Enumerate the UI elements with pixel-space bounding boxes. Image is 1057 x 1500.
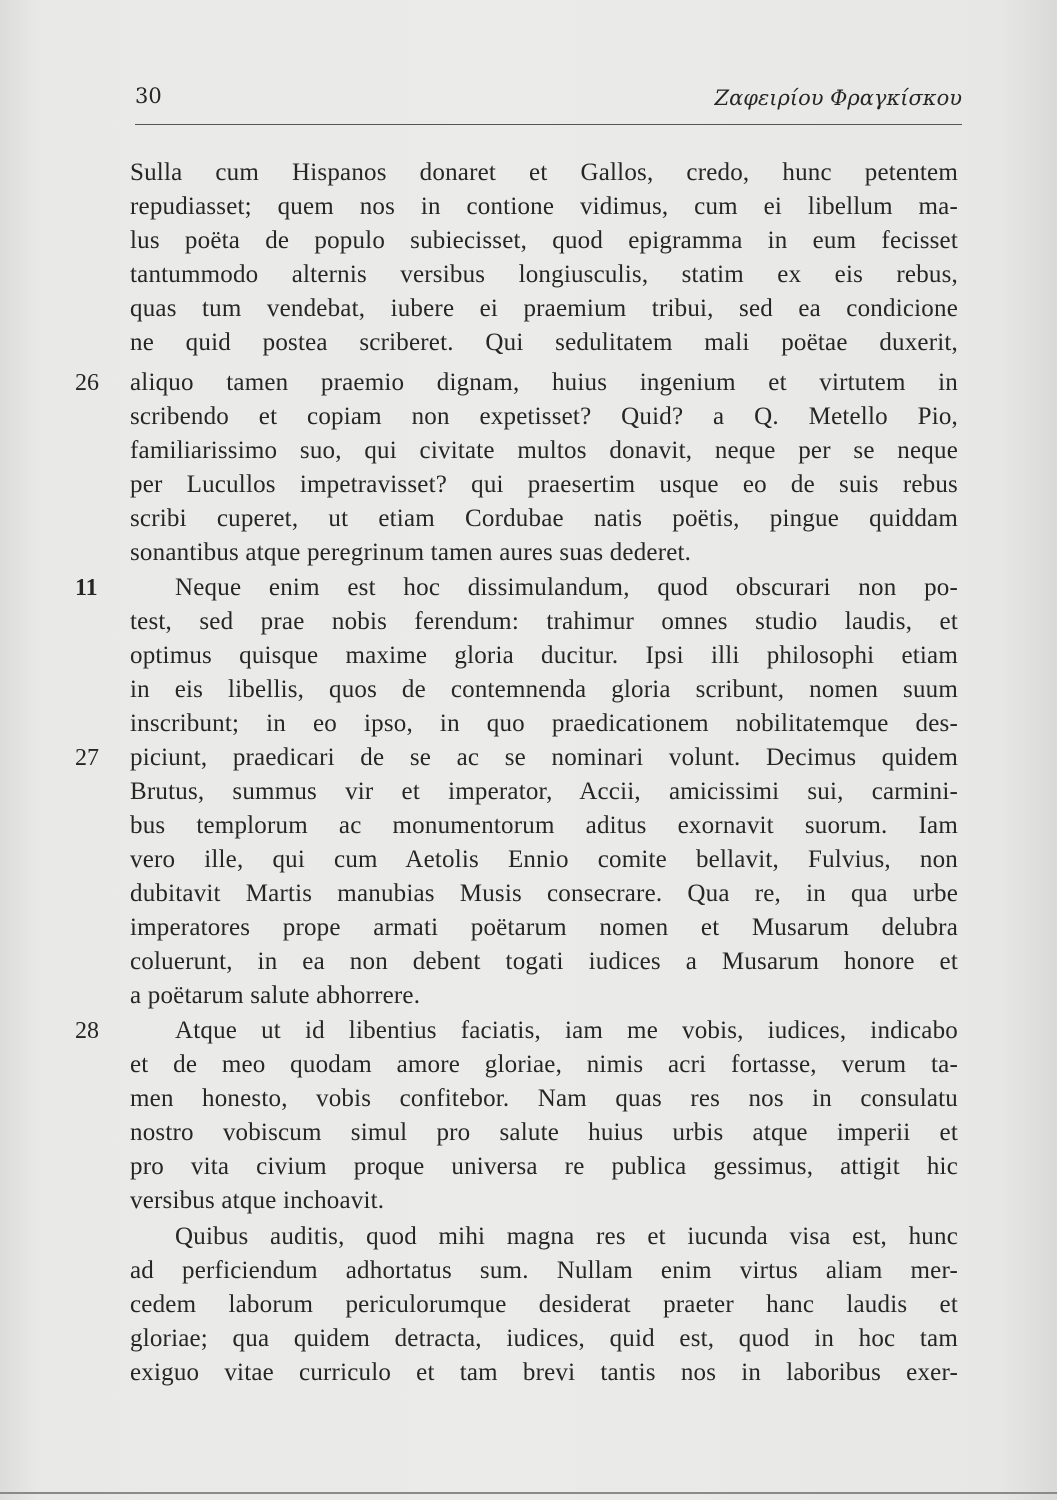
margin-number-26: 26 (75, 370, 99, 396)
text-line: imperatores prope armati poëtarum nomen et Musarum delubra (130, 914, 958, 941)
text-line: versibus atque inchoavit. (130, 1187, 385, 1214)
text-line: piciunt, praedicari de se ac se nominari volunt. Decimus quidem (130, 744, 958, 771)
text-line: coluerunt, in ea non debent togati iudices a Musarum honore et (130, 948, 958, 975)
text-line: Quibus auditis, quod mihi magna res et iucunda visa est, hunc (175, 1223, 958, 1250)
text-line: dubitavit Martis manubias Musis consecrare. Qua re, in qua urbe (130, 880, 958, 907)
page-bottom-edge (0, 1492, 1057, 1494)
text-line: test, sed prae nobis ferendum: trahimur omnes studio laudis, et (130, 608, 958, 635)
text-line: gloriae; qua quidem detracta, iudices, quid est, quod in hoc tam (130, 1325, 958, 1352)
running-title: Ζαφειρίου Φραγκίσκου (714, 86, 962, 110)
text-line: aliquo tamen praemio dignam, huius ingenium et virtutem in (130, 369, 958, 396)
text-line: men honesto, vobis confitebor. Nam quas res nos in consulatu (130, 1085, 958, 1112)
page-number: 30 (135, 84, 162, 108)
text-line: ad perficiendum adhortatus sum. Nullam enim virtus aliam mer- (130, 1257, 958, 1284)
text-line: per Lucullos impetravisset? qui praesertim usque eo de suis rebus (130, 471, 958, 498)
text-line: tantummodo alternis versibus longiusculis, statim ex eis rebus, (130, 261, 958, 288)
text-line: a poëtarum salute abhorrere. (130, 982, 421, 1009)
page-header (135, 84, 962, 114)
text-line: Brutus, summus vir et imperator, Accii, amicissimi sui, carmini- (130, 778, 958, 805)
text-line: cedem laborum periculorumque desiderat praeter hanc laudis et (130, 1291, 958, 1318)
text-line: et de meo quodam amore gloriae, nimis acri fortasse, verum ta- (130, 1051, 958, 1078)
text-line: in eis libellis, quos de contemnenda gloria scribunt, nomen suum (130, 676, 958, 703)
text-line: Neque enim est hoc dissimulandum, quod obscurari non po- (175, 574, 958, 601)
text-line: sonantibus atque peregrinum tamen aures suas dederet. (130, 539, 692, 566)
text-line: quas tum vendebat, iubere ei praemium tribui, sed ea condicione (130, 295, 958, 322)
text-line: scribi cuperet, ut etiam Cordubae natis poëtis, pingue quiddam (130, 505, 958, 532)
text-line: nostro vobiscum simul pro salute huius urbis atque imperii et (130, 1119, 958, 1146)
margin-number-11: 11 (75, 575, 98, 601)
text-line: exiguo vitae curriculo et tam brevi tantis nos in laboribus exer- (130, 1359, 958, 1386)
text-line: inscribunt; in eo ipso, in quo praedicationem nobilitatemque des- (130, 710, 958, 737)
margin-number-28: 28 (75, 1018, 99, 1044)
header-rule (135, 124, 962, 125)
text-line: pro vita civium proque universa re publica gessimus, attigit hic (130, 1153, 958, 1180)
text-line: repudiasset; quem nos in contione vidimus, cum ei libellum ma- (130, 193, 958, 220)
text-line: familiarissimo suo, qui civitate multos donavit, neque per se neque (130, 437, 958, 464)
text-line: Sulla cum Hispanos donaret et Gallos, credo, hunc petentem (130, 159, 958, 186)
text-line: Atque ut id libentius faciatis, iam me vobis, iudices, indicabo (175, 1017, 958, 1044)
text-line: vero ille, qui cum Aetolis Ennio comite bellavit, Fulvius, non (130, 846, 958, 873)
text-line: lus poëta de populo subiecisset, quod epigramma in eum fecisset (130, 227, 958, 254)
text-line: optimus quisque maxime gloria ducitur. Ipsi illi philosophi etiam (130, 642, 958, 669)
text-line: ne quid postea scriberet. Qui sedulitatem mali poëtae duxerit, (130, 329, 958, 356)
text-line: scribendo et copiam non expetisset? Quid? a Q. Metello Pio, (130, 403, 958, 430)
margin-number-27: 27 (75, 745, 99, 771)
text-line: bus templorum ac monumentorum aditus exornavit suorum. Iam (130, 812, 958, 839)
